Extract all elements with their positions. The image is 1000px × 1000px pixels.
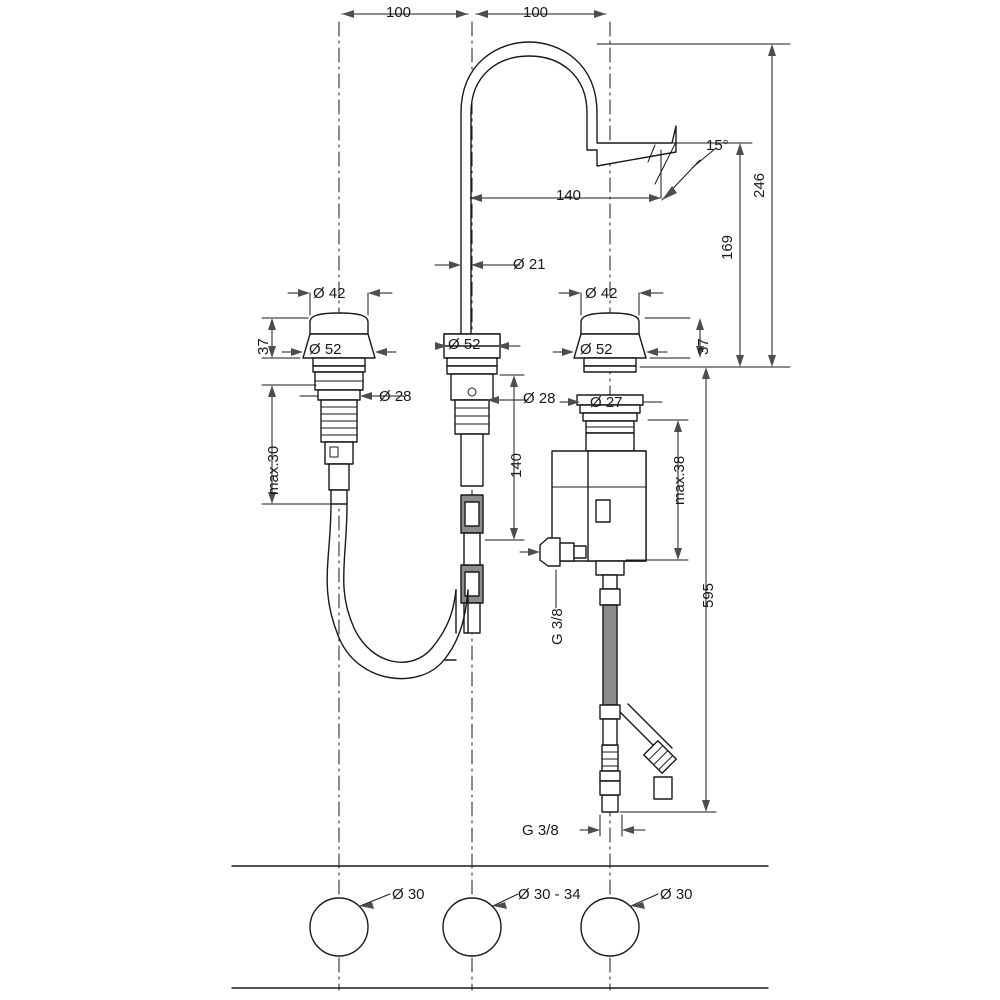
label-base-dia-right: Ø 52 bbox=[580, 341, 613, 358]
label-handle-height-left: 37 bbox=[255, 338, 272, 355]
label-base-dia-center: Ø 52 bbox=[448, 336, 481, 353]
label-thread-lower: G 3/8 bbox=[522, 822, 559, 839]
label-spout-height: 169 bbox=[719, 234, 736, 260]
label-spout-reach: 140 bbox=[556, 187, 582, 204]
label-shank-dia-right: Ø 27 bbox=[590, 394, 623, 411]
label-cap-dia-right: Ø 42 bbox=[585, 285, 618, 302]
label-spacing-left: 100 bbox=[386, 4, 412, 21]
label-thread-upper: G 3/8 bbox=[549, 608, 566, 645]
label-spacing-right: 100 bbox=[523, 4, 549, 21]
label-hole-dia-right: Ø 30 bbox=[660, 886, 693, 903]
label-spout-angle: 15° bbox=[706, 137, 729, 154]
label-tube-dia: Ø 21 bbox=[513, 256, 546, 273]
label-hole-dia-center: Ø 30 - 34 bbox=[518, 886, 581, 903]
label-overall-length: 595 bbox=[700, 582, 717, 608]
label-center-depth: 140 bbox=[508, 452, 525, 478]
label-hole-dia-left: Ø 30 bbox=[392, 886, 425, 903]
label-max-thickness-left: max.30 bbox=[265, 445, 282, 495]
label-shank-dia-center: Ø 28 bbox=[523, 390, 556, 407]
label-cap-dia-left: Ø 42 bbox=[313, 285, 346, 302]
label-base-dia-left: Ø 52 bbox=[309, 341, 342, 358]
label-max-thickness-right: max.38 bbox=[671, 455, 688, 505]
label-total-height: 246 bbox=[751, 172, 768, 198]
label-handle-height-right: 37 bbox=[695, 338, 712, 355]
label-shank-dia-left: Ø 28 bbox=[379, 388, 412, 405]
